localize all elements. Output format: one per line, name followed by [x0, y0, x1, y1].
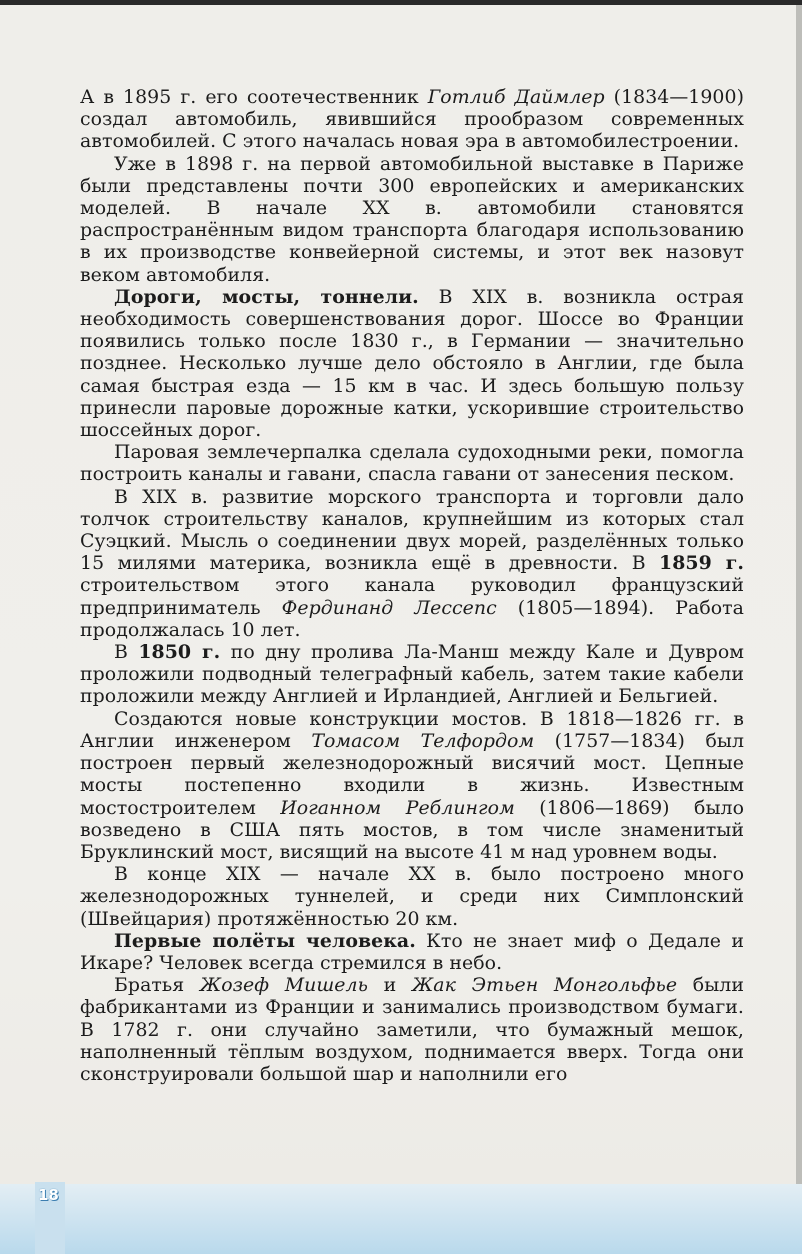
text-run: строительством этого канала руководил французский предприниматель: [80, 574, 744, 619]
page-body-text: [80, 86, 744, 1085]
text-run: (1805—1894). Работа продолжалась 10 лет.: [80, 596, 744, 641]
bold-term: 1859 г.: [659, 552, 745, 575]
italic-name: Жозеф Мишель: [199, 974, 368, 997]
bold-term: Первые полёты человека.: [114, 929, 416, 952]
text-run: В XIX в. развитие морского транспорта и торговли дало толчок строительству каналов, крупнейшим из которых стал Суэцкий. Мысль о соединении двух морей, разделённых только 15 милями материка, возникла ещё в древности. В: [80, 485, 744, 575]
italic-name: Томасом Телфордом: [311, 729, 535, 752]
page-right-edge: [796, 5, 802, 1254]
bottom-color-band: [0, 1184, 802, 1254]
paragraph: [80, 863, 744, 930]
text-run: В конце XIX — начале XX в. было построено много железнодорожных туннелей, и среди них Симплонский (Швейцария) протяжённостью 20 км.: [80, 863, 744, 930]
text-run: по дну пролива Ла-Манш между Кале и Дувром проложили подводный телеграфный кабель, затем такие кабели проложили между Англией и Ирландией, Англией и Бельгией.: [80, 641, 744, 708]
italic-name: Иоганном Реблингом: [280, 796, 515, 819]
paragraph: [80, 641, 744, 708]
text-run: и: [367, 974, 413, 997]
italic-name: Жак Этьен Монгольфье: [412, 974, 678, 997]
text-run: В XIX в. возникла острая необходимость совершенствования дорог. Шоссе во Франции появились только после 1830 г., в Германии — значительно позднее. Несколько лучше дело обстояло в Англии, где была самая быстрая езда — 15 км в час. И здесь большую пользу принесли паровые дорожные катки, ускорившие строительство шоссейных дорог.: [80, 285, 744, 442]
text-run: (1757—1834) был построен первый железнодорожный висячий мост. Цепные мосты постепенно входили в жизнь. Известным мостостроителем: [80, 729, 745, 819]
text-run: Братья: [114, 974, 200, 997]
paragraph: [80, 974, 744, 1085]
text-run: Создаются новые конструкции мостов. В 1818—1826 гг. в Англии инженером: [80, 707, 744, 752]
paragraph: [80, 153, 744, 286]
text-run: Паровая землечерпалка сделала судоходными реки, помогла построить каналы и гавани, спасла гавани от занесения песком.: [80, 441, 744, 486]
paragraph: [80, 441, 744, 485]
paragraph: [80, 86, 744, 153]
text-run: Уже в 1898 г. на первой автомобильной выставке в Париже были представлены почти 300 европейских и американских моделей. В начале XX в. автомобили становятся распространённым видом транспорта благодаря использованию в их производстве конвейерной системы, и этот век назовут веком автомобиля.: [80, 152, 744, 286]
text-run: были фабрикантами из Франции и занимались производством бумаги. В 1782 г. они случайно заметили, что бумажный мешок, наполненный тёплым воздухом, поднимается вверх. Тогда они сконструировали большой шар и наполнили его: [80, 974, 744, 1085]
paragraph: [80, 708, 744, 863]
text-run: (1834—1900) создал автомобиль, явившийся прообразом современных автомобилей. С этого началась новая эра в автомобилестроении.: [80, 86, 744, 153]
italic-name: Готлиб Даймлер: [427, 86, 605, 108]
text-run: (1806—1869) было возведено в США пять мостов, в том числе знаменитый Бруклинский мост, висящий на высоте 41 м над уровнем воды.: [80, 796, 745, 863]
paragraph: [80, 930, 744, 974]
paragraph: [80, 486, 744, 641]
text-run: Кто не знает миф о Дедале и Икаре? Человек всегда стремился в небо.: [80, 929, 744, 974]
paragraph: [80, 286, 744, 441]
bold-term: 1850 г.: [138, 641, 221, 664]
bold-term: Дороги, мосты, тоннели.: [114, 285, 419, 308]
italic-name: Фердинанд Лессепс: [281, 596, 497, 619]
text-run: В: [114, 641, 139, 664]
page-number: 18: [38, 1186, 59, 1204]
text-run: А в 1895 г. его соотечественник: [80, 86, 428, 108]
